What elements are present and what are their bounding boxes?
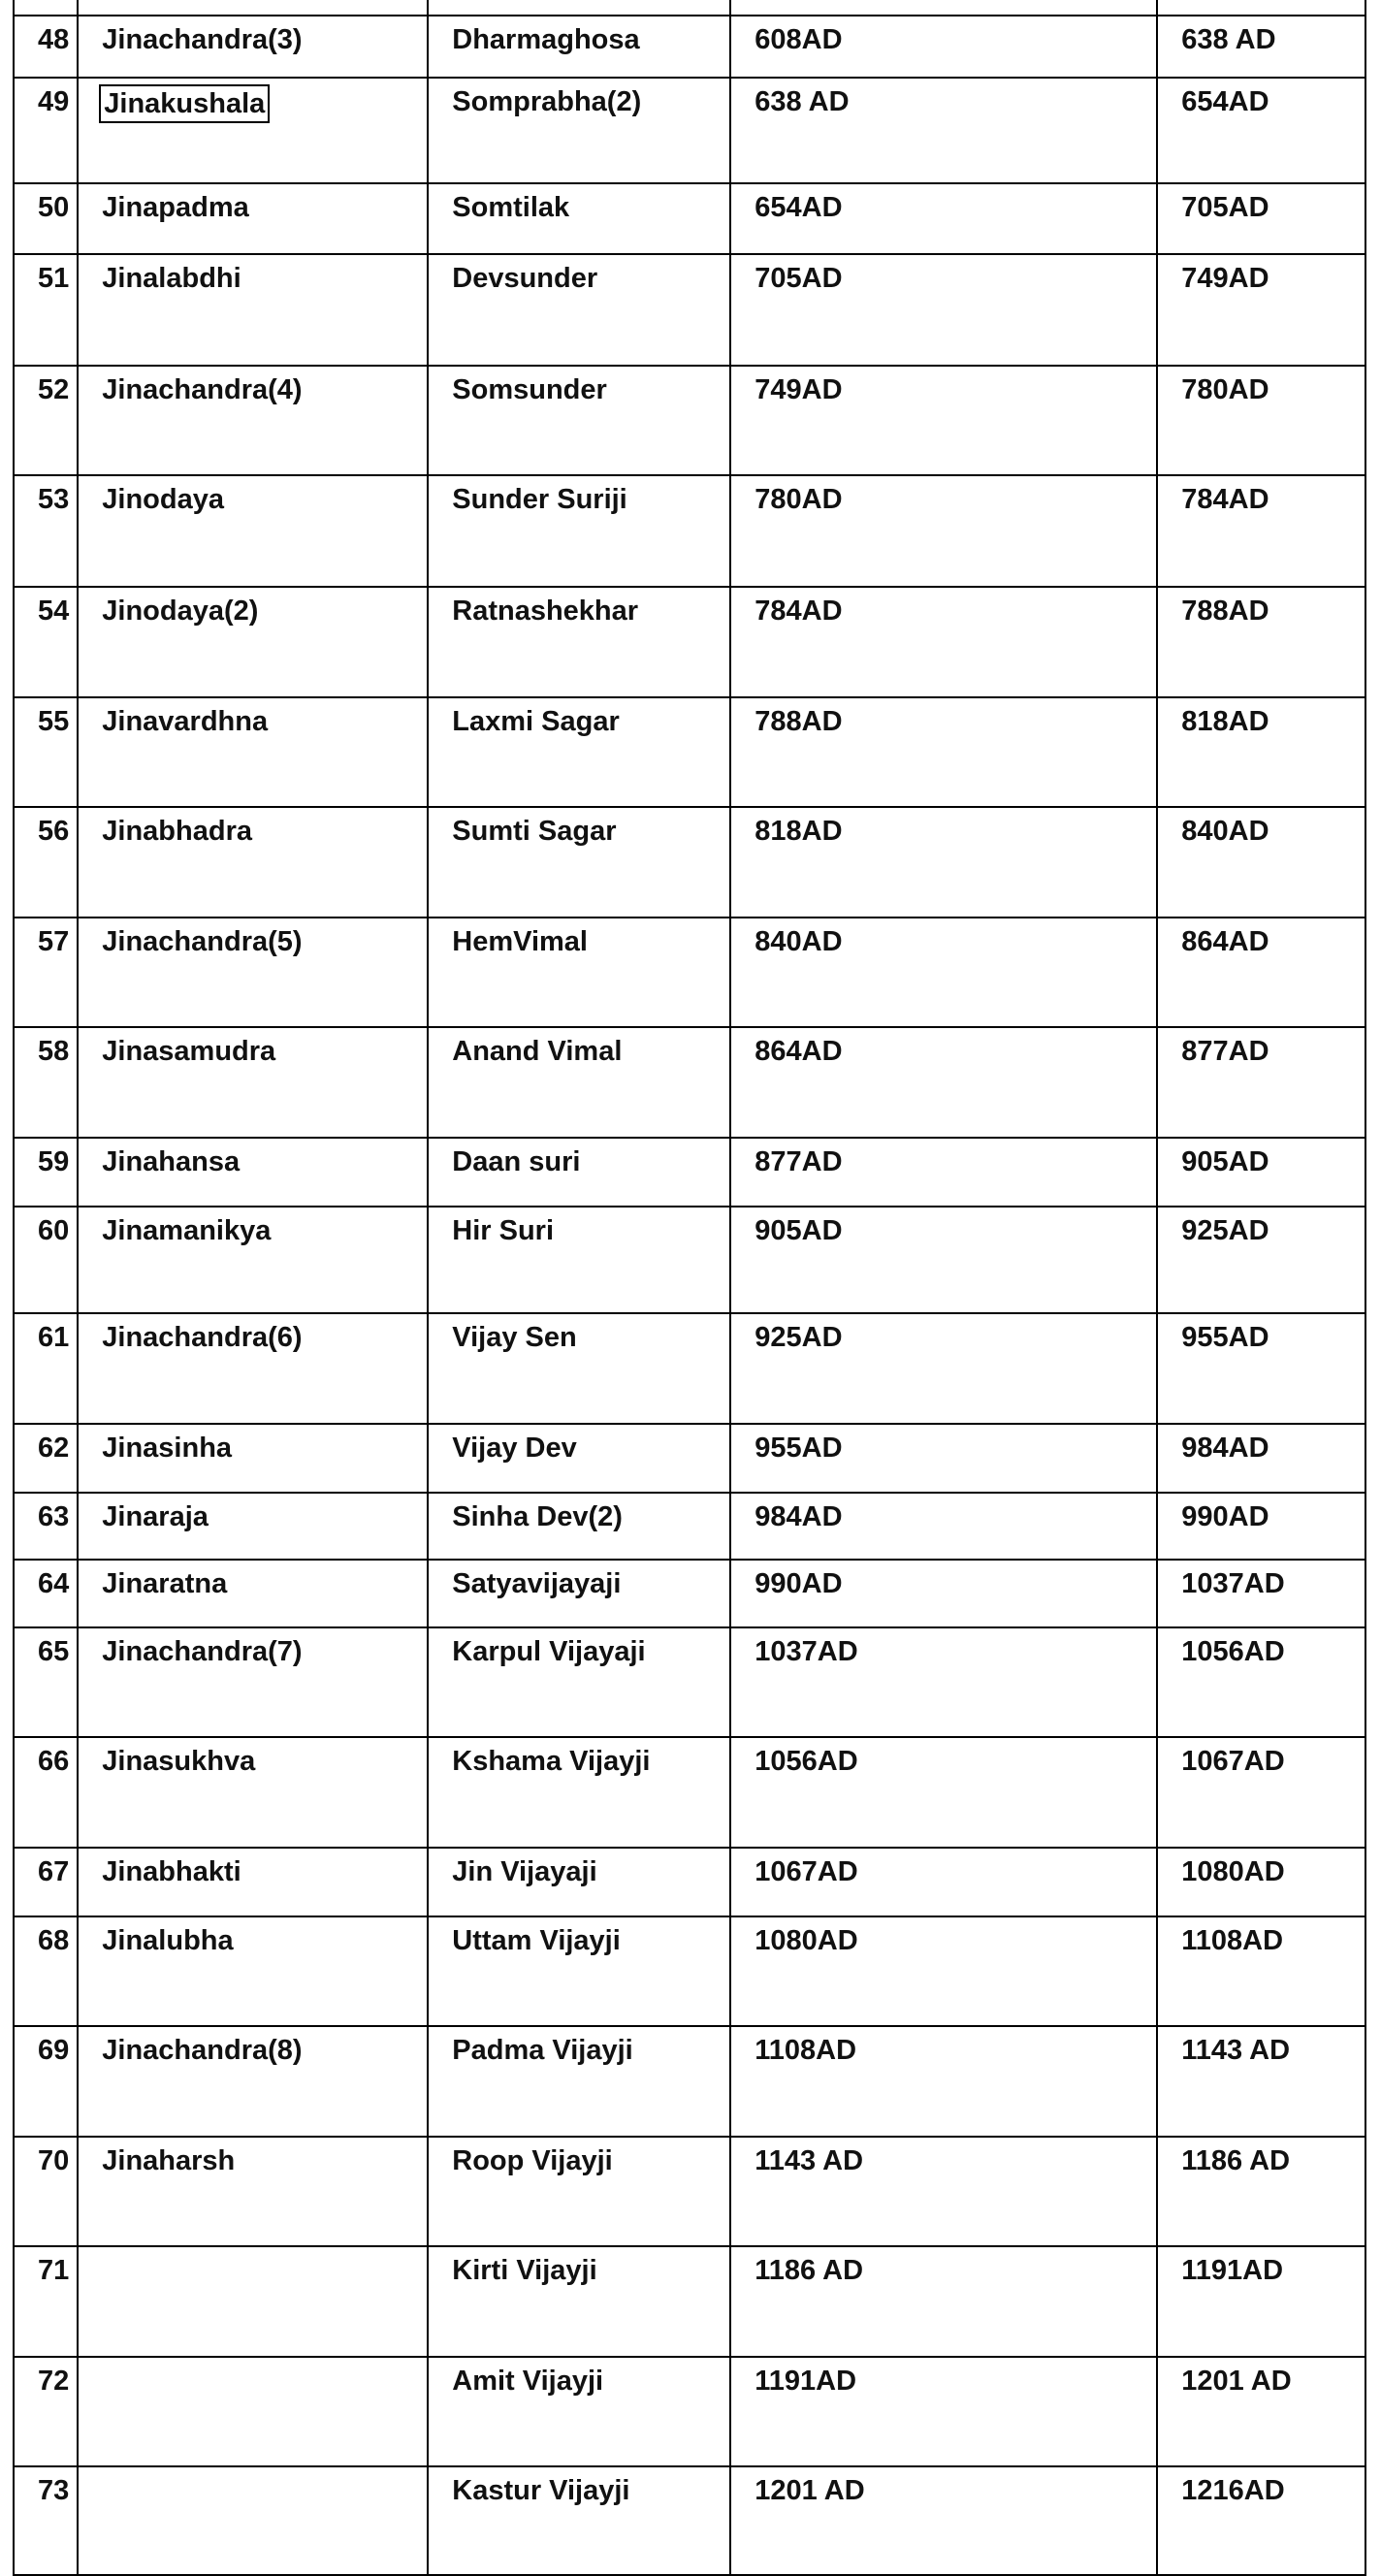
cut-off-cell <box>1157 0 1365 16</box>
end-year-cell: 1201 AD <box>1157 2357 1365 2466</box>
start-year-cell: 955AD <box>730 1424 1157 1493</box>
name-cell: Jinachandra(8) <box>78 2026 428 2137</box>
second-name-cell: Somprabha(2) <box>428 78 730 183</box>
start-year-cell: 1201 AD <box>730 2466 1157 2575</box>
table-row <box>14 366 1365 475</box>
start-year-cell: 608AD <box>730 16 1157 78</box>
table-row <box>14 1313 1365 1424</box>
name-cell <box>78 2357 428 2466</box>
second-name-cell: Amit Vijayji <box>428 2357 730 2466</box>
end-year-cell: 818AD <box>1157 697 1365 807</box>
table-row <box>14 1424 1365 1493</box>
second-name-cell: Hir Suri <box>428 1207 730 1313</box>
end-year-cell: 1216AD <box>1157 2466 1365 2575</box>
name-cell: Jinabhadra <box>78 807 428 918</box>
name-cell: Jinaharsh <box>78 2137 428 2246</box>
end-year-cell: 840AD <box>1157 807 1365 918</box>
end-year-cell: 638 AD <box>1157 16 1365 78</box>
second-name-cell: Anand Vimal <box>428 1027 730 1138</box>
end-year-cell: 1056AD <box>1157 1627 1365 1737</box>
name-cell: Jinachandra(7) <box>78 1627 428 1737</box>
start-year-cell: 654AD <box>730 183 1157 254</box>
second-name-cell: Satyavijayaji <box>428 1560 730 1627</box>
cut-off-row <box>14 0 1365 16</box>
table-row <box>14 807 1365 918</box>
table-row <box>14 2246 1365 2357</box>
second-name-cell: Sumti Sagar <box>428 807 730 918</box>
serial-number-cell: 66 <box>14 1737 78 1848</box>
serial-number-cell: 52 <box>14 366 78 475</box>
serial-number-cell: 56 <box>14 807 78 918</box>
serial-number-cell: 72 <box>14 2357 78 2466</box>
serial-number-cell: 58 <box>14 1027 78 1138</box>
end-year-cell: 905AD <box>1157 1138 1365 1207</box>
serial-number-cell: 70 <box>14 2137 78 2246</box>
end-year-cell: 990AD <box>1157 1493 1365 1560</box>
second-name-cell: Somsunder <box>428 366 730 475</box>
start-year-cell: 788AD <box>730 697 1157 807</box>
end-year-cell: 984AD <box>1157 1424 1365 1493</box>
table-row <box>14 475 1365 587</box>
second-name-cell: Vijay Dev <box>428 1424 730 1493</box>
end-year-cell: 788AD <box>1157 587 1365 697</box>
name-cell <box>78 2246 428 2357</box>
second-name-cell: Padma Vijayji <box>428 2026 730 2137</box>
end-year-cell: 780AD <box>1157 366 1365 475</box>
table-row <box>14 918 1365 1027</box>
serial-number-cell: 59 <box>14 1138 78 1207</box>
serial-number-cell: 60 <box>14 1207 78 1313</box>
name-cell <box>78 2466 428 2575</box>
start-year-cell: 864AD <box>730 1027 1157 1138</box>
name-cell: Jinodaya(2) <box>78 587 428 697</box>
second-name-cell: HemVimal <box>428 918 730 1027</box>
serial-number-cell: 51 <box>14 254 78 366</box>
second-name-cell: Uttam Vijayji <box>428 1916 730 2026</box>
table-row <box>14 1493 1365 1560</box>
end-year-cell: 749AD <box>1157 254 1365 366</box>
name-cell <box>78 78 428 183</box>
serial-number-cell: 62 <box>14 1424 78 1493</box>
second-name-cell: Somtilak <box>428 183 730 254</box>
table-row <box>14 2357 1365 2466</box>
start-year-cell: 990AD <box>730 1560 1157 1627</box>
start-year-cell: 1186 AD <box>730 2246 1157 2357</box>
end-year-cell: 864AD <box>1157 918 1365 1027</box>
name-cell: Jinalubha <box>78 1916 428 2026</box>
serial-number-cell: 50 <box>14 183 78 254</box>
start-year-cell: 1080AD <box>730 1916 1157 2026</box>
table-row <box>14 16 1365 78</box>
table-row <box>14 254 1365 366</box>
start-year-cell: 840AD <box>730 918 1157 1027</box>
lineage-table-body <box>14 0 1365 2575</box>
name-cell: Jinaraja <box>78 1493 428 1560</box>
name-cell: Jinasamudra <box>78 1027 428 1138</box>
table-row <box>14 1138 1365 1207</box>
serial-number-cell: 54 <box>14 587 78 697</box>
start-year-cell: 1037AD <box>730 1627 1157 1737</box>
serial-number-cell: 65 <box>14 1627 78 1737</box>
start-year-cell: 984AD <box>730 1493 1157 1560</box>
end-year-cell: 877AD <box>1157 1027 1365 1138</box>
start-year-cell: 784AD <box>730 587 1157 697</box>
name-cell: Jinahansa <box>78 1138 428 1207</box>
end-year-cell: 1186 AD <box>1157 2137 1365 2246</box>
name-cell: Jinachandra(4) <box>78 366 428 475</box>
end-year-cell: 654AD <box>1157 78 1365 183</box>
serial-number-cell: 63 <box>14 1493 78 1560</box>
name-cell: Jinaratna <box>78 1560 428 1627</box>
table-row <box>14 1207 1365 1313</box>
start-year-cell: 749AD <box>730 366 1157 475</box>
second-name-cell: Kirti Vijayji <box>428 2246 730 2357</box>
name-cell: Jinachandra(6) <box>78 1313 428 1424</box>
boxed-name[interactable]: Jinakushala <box>99 84 270 123</box>
table-row <box>14 697 1365 807</box>
table-row <box>14 183 1365 254</box>
name-cell: Jinalabdhi <box>78 254 428 366</box>
start-year-cell: 905AD <box>730 1207 1157 1313</box>
second-name-cell: Kshama Vijayji <box>428 1737 730 1848</box>
name-cell: Jinamanikya <box>78 1207 428 1313</box>
start-year-cell: 1067AD <box>730 1848 1157 1916</box>
name-cell: Jinachandra(3) <box>78 16 428 78</box>
serial-number-cell: 64 <box>14 1560 78 1627</box>
serial-number-cell: 69 <box>14 2026 78 2137</box>
second-name-cell: Sunder Suriji <box>428 475 730 587</box>
serial-number-cell: 68 <box>14 1916 78 2026</box>
start-year-cell: 877AD <box>730 1138 1157 1207</box>
table-row <box>14 78 1365 183</box>
cut-off-cell <box>730 0 1157 16</box>
name-cell: Jinachandra(5) <box>78 918 428 1027</box>
start-year-cell: 638 AD <box>730 78 1157 183</box>
start-year-cell: 1143 AD <box>730 2137 1157 2246</box>
start-year-cell: 1056AD <box>730 1737 1157 1848</box>
name-cell: Jinasinha <box>78 1424 428 1493</box>
table-row <box>14 1848 1365 1916</box>
serial-number-cell: 73 <box>14 2466 78 2575</box>
table-row <box>14 1737 1365 1848</box>
serial-number-cell: 53 <box>14 475 78 587</box>
start-year-cell: 1191AD <box>730 2357 1157 2466</box>
name-cell: Jinabhakti <box>78 1848 428 1916</box>
end-year-cell: 1037AD <box>1157 1560 1365 1627</box>
end-year-cell: 784AD <box>1157 475 1365 587</box>
table-row <box>14 2026 1365 2137</box>
second-name-cell: Laxmi Sagar <box>428 697 730 807</box>
serial-number-cell: 61 <box>14 1313 78 1424</box>
end-year-cell: 1191AD <box>1157 2246 1365 2357</box>
start-year-cell: 780AD <box>730 475 1157 587</box>
table-row <box>14 587 1365 697</box>
second-name-cell: Roop Vijayji <box>428 2137 730 2246</box>
table-row <box>14 1916 1365 2026</box>
name-cell: Jinodaya <box>78 475 428 587</box>
end-year-cell: 1143 AD <box>1157 2026 1365 2137</box>
cut-off-cell <box>78 0 428 16</box>
serial-number-cell: 57 <box>14 918 78 1027</box>
cut-off-cell <box>428 0 730 16</box>
serial-number-cell: 55 <box>14 697 78 807</box>
serial-number-cell: 67 <box>14 1848 78 1916</box>
serial-number-cell: 48 <box>14 16 78 78</box>
start-year-cell: 818AD <box>730 807 1157 918</box>
end-year-cell: 705AD <box>1157 183 1365 254</box>
table-row <box>14 1627 1365 1737</box>
table-row <box>14 1560 1365 1627</box>
start-year-cell: 925AD <box>730 1313 1157 1424</box>
name-cell: Jinavardhna <box>78 697 428 807</box>
lineage-table <box>13 0 1366 2576</box>
second-name-cell: Kastur Vijayji <box>428 2466 730 2575</box>
second-name-cell: Daan suri <box>428 1138 730 1207</box>
table-row <box>14 1027 1365 1138</box>
table-row <box>14 2466 1365 2575</box>
end-year-cell: 1080AD <box>1157 1848 1365 1916</box>
second-name-cell: Karpul Vijayaji <box>428 1627 730 1737</box>
end-year-cell: 955AD <box>1157 1313 1365 1424</box>
second-name-cell: Jin Vijayaji <box>428 1848 730 1916</box>
name-cell: Jinapadma <box>78 183 428 254</box>
serial-number-cell: 71 <box>14 2246 78 2357</box>
end-year-cell: 925AD <box>1157 1207 1365 1313</box>
table-row <box>14 2137 1365 2246</box>
start-year-cell: 1108AD <box>730 2026 1157 2137</box>
second-name-cell: Vijay Sen <box>428 1313 730 1424</box>
second-name-cell: Ratnashekhar <box>428 587 730 697</box>
second-name-cell: Devsunder <box>428 254 730 366</box>
end-year-cell: 1067AD <box>1157 1737 1365 1848</box>
second-name-cell: Sinha Dev(2) <box>428 1493 730 1560</box>
name-cell: Jinasukhva <box>78 1737 428 1848</box>
start-year-cell: 705AD <box>730 254 1157 366</box>
serial-number-cell: 49 <box>14 78 78 183</box>
second-name-cell: Dharmaghosa <box>428 16 730 78</box>
cut-off-cell <box>14 0 78 16</box>
end-year-cell: 1108AD <box>1157 1916 1365 2026</box>
